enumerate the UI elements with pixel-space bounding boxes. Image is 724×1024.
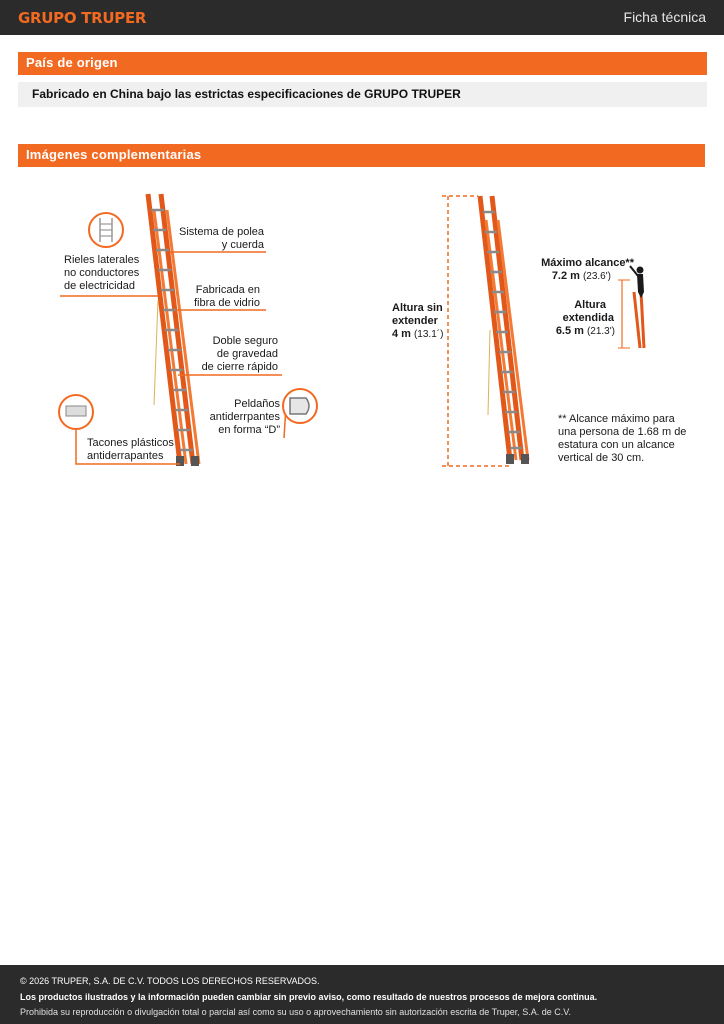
footer-notice: Los productos ilustrados y la información pueden cambiar sin previo aviso, como resultado de nuestros procesos de mejora continua. bbox=[20, 991, 598, 1002]
rails-label: Rieles laterales no conductores de electricidad bbox=[64, 254, 140, 292]
max-reach-value: 7.2 m (23.6') bbox=[551, 270, 611, 282]
reach-note: ** Alcance máximo para una persona de 1.68 m de estatura con un alcance vertical de 30 cm. bbox=[558, 413, 687, 464]
origin-section-title: País de origen bbox=[18, 52, 707, 75]
height-unextended-label: Altura sin extender bbox=[392, 302, 443, 327]
plastic-feet-icon bbox=[59, 395, 93, 429]
extended-height-label: Altura extendida bbox=[562, 299, 614, 324]
height-unextended-value: 4 m (13.1´) bbox=[392, 328, 444, 340]
footer-rights: Prohibida su reproducción o divulgación total o parcial así como su uso o aprovechamiento sin autorización escrita de Truper, S.A. de C.V. bbox=[20, 1007, 571, 1017]
d-rungs-label: Peldaños antiderrpantes en forma “D” bbox=[209, 398, 280, 436]
max-reach-label: Máximo alcance** bbox=[541, 257, 634, 269]
gravity-lock-label: Doble seguro de gravedad de cierre rápido bbox=[201, 335, 278, 373]
brand-logo: GRUPO TRUPER bbox=[18, 9, 147, 27]
origin-text: Fabricado en China bajo las estrictas especificaciones de GRUPO TRUPER bbox=[18, 82, 707, 107]
plastic-feet-label: Tacones plásticos antiderrapantes bbox=[87, 437, 174, 462]
footer-copyright: © 2026 TRUPER, S.A. DE C.V. TODOS LOS DERECHOS RESERVADOS. bbox=[20, 976, 320, 986]
d-rung-icon bbox=[283, 389, 317, 423]
ladder-right-icon bbox=[480, 196, 529, 464]
top-bar bbox=[0, 0, 724, 35]
ladder-illustration bbox=[40, 180, 700, 480]
images-section-title: Imágenes complementarias bbox=[18, 144, 705, 167]
ladder-rails-icon bbox=[89, 213, 123, 247]
doc-type-label: Ficha técnica bbox=[623, 9, 706, 25]
extended-height-value: 6.5 m (21.3') bbox=[555, 325, 615, 337]
reach-diagram bbox=[618, 266, 644, 348]
footer bbox=[0, 965, 724, 1024]
ladder-figure bbox=[40, 180, 700, 480]
pulley-label: Sistema de polea y cuerda bbox=[179, 226, 264, 251]
fiberglass-label: Fabricada en fibra de vidrio bbox=[193, 284, 260, 309]
